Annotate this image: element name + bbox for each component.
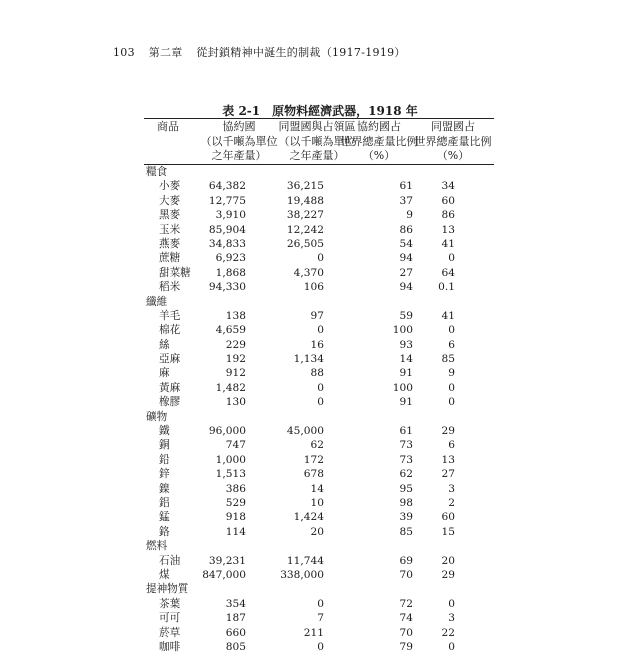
table-row bbox=[0, 251, 640, 265]
column-header-line: 之年產量） bbox=[289, 149, 345, 162]
central-share-cell: 6 bbox=[448, 439, 455, 452]
commodity-name: 棉花 bbox=[159, 324, 181, 337]
entente-share-cell: 69 bbox=[399, 554, 413, 567]
central-production-cell: 0 bbox=[317, 597, 324, 610]
central-share-cell: 85 bbox=[441, 353, 455, 366]
entente-production-cell: 529 bbox=[225, 496, 246, 509]
entente-share-cell: 79 bbox=[399, 640, 413, 653]
table-row bbox=[0, 338, 640, 352]
commodity-name: 煤 bbox=[159, 568, 170, 581]
column-header-central-share bbox=[410, 120, 496, 164]
page-number: 103 bbox=[113, 46, 135, 59]
table-row bbox=[0, 208, 640, 222]
entente-production-cell: 354 bbox=[225, 597, 246, 610]
entente-share-cell: 39 bbox=[399, 511, 413, 524]
table-row bbox=[0, 467, 640, 481]
central-production-cell: 45,000 bbox=[286, 425, 324, 438]
commodity-name: 銅 bbox=[159, 439, 170, 452]
column-header-line: 商品 bbox=[157, 120, 179, 133]
central-share-cell: 9 bbox=[448, 367, 455, 380]
table-row bbox=[0, 309, 640, 323]
entente-share-cell: 70 bbox=[399, 626, 413, 639]
central-share-cell: 0 bbox=[448, 324, 455, 337]
entente-share-cell: 85 bbox=[399, 525, 413, 538]
entente-share-cell: 73 bbox=[399, 439, 413, 452]
entente-production-cell: 747 bbox=[225, 439, 246, 452]
central-production-cell: 38,227 bbox=[286, 209, 324, 222]
central-share-cell: 22 bbox=[441, 626, 455, 639]
commodity-name: 鉻 bbox=[159, 525, 170, 538]
entente-share-cell: 14 bbox=[399, 353, 413, 366]
entente-production-cell: 4,659 bbox=[215, 324, 246, 337]
entente-production-cell: 1,482 bbox=[215, 381, 246, 394]
commodity-name: 茶葉 bbox=[159, 597, 181, 610]
central-production-cell: 7 bbox=[317, 612, 324, 625]
column-header-line: （%） bbox=[362, 149, 396, 162]
central-production-cell: 0 bbox=[317, 324, 324, 337]
entente-production-cell: 3,910 bbox=[215, 209, 246, 222]
central-production-cell: 678 bbox=[303, 468, 324, 481]
central-share-cell: 0 bbox=[448, 381, 455, 394]
entente-share-cell: 62 bbox=[399, 468, 413, 481]
entente-production-cell: 192 bbox=[225, 353, 246, 366]
central-production-cell: 14 bbox=[310, 482, 324, 495]
commodity-name: 可可 bbox=[159, 612, 181, 625]
column-header-line: （%） bbox=[436, 149, 470, 162]
entente-production-cell: 1,868 bbox=[215, 266, 246, 279]
column-header-line: （以千噸為單位 bbox=[278, 134, 356, 148]
entente-production-cell: 64,382 bbox=[208, 180, 246, 193]
table-row bbox=[0, 352, 640, 366]
table-row bbox=[0, 381, 640, 395]
entente-production-cell: 386 bbox=[225, 482, 246, 495]
entente-share-cell: 98 bbox=[399, 496, 413, 509]
entente-share-cell: 37 bbox=[399, 194, 413, 207]
column-header-line: 同盟國與占領區 bbox=[278, 120, 356, 133]
entente-share-cell: 95 bbox=[399, 482, 413, 495]
central-production-cell: 20 bbox=[310, 525, 324, 538]
central-share-cell: 41 bbox=[441, 237, 455, 250]
entente-production-cell: 912 bbox=[225, 367, 246, 380]
central-production-cell: 36,215 bbox=[286, 180, 324, 193]
central-production-cell: 11,744 bbox=[286, 554, 324, 567]
column-header-entente-share bbox=[340, 120, 418, 164]
entente-production-cell: 138 bbox=[225, 309, 246, 322]
central-share-cell: 2 bbox=[448, 496, 455, 509]
table-row bbox=[0, 510, 640, 524]
entente-production-cell: 847,000 bbox=[202, 568, 246, 581]
central-share-cell: 27 bbox=[441, 468, 455, 481]
entente-share-cell: 100 bbox=[392, 324, 413, 337]
entente-share-cell: 86 bbox=[399, 223, 413, 236]
central-share-cell: 34 bbox=[441, 180, 455, 193]
entente-production-cell: 130 bbox=[225, 396, 246, 409]
central-production-cell: 10 bbox=[310, 496, 324, 509]
central-share-cell: 86 bbox=[441, 209, 455, 222]
commodity-name: 小麥 bbox=[159, 180, 181, 193]
table-group-row bbox=[0, 410, 640, 424]
central-share-cell: 0 bbox=[448, 252, 455, 265]
central-production-cell: 1,424 bbox=[293, 511, 324, 524]
chapter-title: 從封鎖精神中誕生的制裁（1917-1919） bbox=[196, 46, 406, 59]
central-production-cell: 4,370 bbox=[293, 266, 324, 279]
entente-share-cell: 70 bbox=[399, 568, 413, 581]
central-production-cell: 19,488 bbox=[286, 194, 324, 207]
table-row bbox=[0, 482, 640, 496]
central-share-cell: 0.1 bbox=[438, 281, 455, 294]
central-share-cell: 13 bbox=[441, 453, 455, 466]
central-share-cell: 15 bbox=[441, 525, 455, 538]
central-share-cell: 0 bbox=[448, 640, 455, 653]
entente-production-cell: 34,833 bbox=[208, 237, 246, 250]
entente-share-cell: 9 bbox=[406, 209, 413, 222]
column-header-line: （以千噸為單位 bbox=[200, 134, 278, 148]
column-header-entente-production bbox=[198, 120, 280, 164]
table-row bbox=[0, 525, 640, 539]
central-production-cell: 97 bbox=[310, 309, 324, 322]
table-row bbox=[0, 223, 640, 237]
central-production-cell: 88 bbox=[310, 367, 324, 380]
central-share-cell: 29 bbox=[441, 425, 455, 438]
category-label: 燃料 bbox=[146, 540, 168, 553]
entente-share-cell: 74 bbox=[399, 612, 413, 625]
column-header-line: 協約國 bbox=[222, 120, 256, 133]
commodity-name: 錳 bbox=[159, 511, 170, 524]
central-share-cell: 41 bbox=[441, 309, 455, 322]
commodity-name: 鐵 bbox=[159, 425, 170, 438]
column-header-line: 世界總產量比例 bbox=[340, 134, 418, 148]
central-share-cell: 64 bbox=[441, 266, 455, 279]
table-row bbox=[0, 323, 640, 337]
chapter-label: 第二章 bbox=[148, 46, 183, 59]
entente-share-cell: 100 bbox=[392, 381, 413, 394]
entente-production-cell: 114 bbox=[225, 525, 246, 538]
table-title: 表 2-1 原物料經濟武器，1918 年 bbox=[222, 104, 418, 118]
entente-production-cell: 96,000 bbox=[208, 425, 246, 438]
entente-production-cell: 6,923 bbox=[215, 252, 246, 265]
entente-production-cell: 187 bbox=[225, 612, 246, 625]
commodity-name: 菸草 bbox=[159, 626, 181, 639]
commodity-name: 黑麥 bbox=[159, 209, 181, 222]
entente-production-cell: 85,904 bbox=[208, 223, 246, 236]
commodity-name: 玉米 bbox=[159, 223, 181, 236]
entente-production-cell: 660 bbox=[225, 626, 246, 639]
table-row bbox=[0, 194, 640, 208]
central-share-cell: 0 bbox=[448, 396, 455, 409]
table-row bbox=[0, 626, 640, 640]
entente-production-cell: 918 bbox=[225, 511, 246, 524]
commodity-name: 甜菜糖 bbox=[159, 266, 191, 279]
commodity-name: 咖啡 bbox=[159, 640, 181, 653]
entente-share-cell: 93 bbox=[399, 338, 413, 351]
entente-production-cell: 805 bbox=[225, 640, 246, 653]
central-production-cell: 62 bbox=[310, 439, 324, 452]
commodity-name: 橡膠 bbox=[159, 396, 181, 409]
commodity-name: 大麥 bbox=[159, 194, 181, 207]
entente-share-cell: 61 bbox=[399, 180, 413, 193]
table-row bbox=[0, 453, 640, 467]
central-share-cell: 3 bbox=[448, 482, 455, 495]
central-production-cell: 0 bbox=[317, 640, 324, 653]
entente-production-cell: 1,000 bbox=[215, 453, 246, 466]
table-top-rule bbox=[144, 118, 494, 119]
central-production-cell: 106 bbox=[303, 281, 324, 294]
table-group-row bbox=[0, 295, 640, 309]
central-production-cell: 0 bbox=[317, 381, 324, 394]
entente-share-cell: 27 bbox=[399, 266, 413, 279]
table-body bbox=[0, 165, 640, 654]
table-group-row bbox=[0, 582, 640, 596]
table-row bbox=[0, 438, 640, 452]
column-header-commodity bbox=[148, 120, 188, 135]
table-row bbox=[0, 597, 640, 611]
commodity-name: 蔗糖 bbox=[159, 252, 181, 265]
table-row bbox=[0, 366, 640, 380]
central-share-cell: 20 bbox=[441, 554, 455, 567]
commodity-name: 鋅 bbox=[159, 468, 170, 481]
central-production-cell: 26,505 bbox=[286, 237, 324, 250]
commodity-name: 鎳 bbox=[159, 482, 170, 495]
column-header-line: 世界總產量比例 bbox=[414, 134, 492, 148]
running-header bbox=[113, 44, 406, 60]
central-share-cell: 29 bbox=[441, 568, 455, 581]
entente-share-cell: 72 bbox=[399, 597, 413, 610]
table-row bbox=[0, 640, 640, 654]
commodity-name: 絲 bbox=[159, 338, 170, 351]
central-production-cell: 1,134 bbox=[293, 353, 324, 366]
entente-share-cell: 94 bbox=[399, 281, 413, 294]
entente-production-cell: 12,775 bbox=[208, 194, 246, 207]
table-row bbox=[0, 395, 640, 409]
category-label: 糧食 bbox=[146, 166, 168, 178]
column-header-line: 協約國占 bbox=[357, 120, 401, 133]
table-row bbox=[0, 280, 640, 294]
entente-share-cell: 94 bbox=[399, 252, 413, 265]
table-row bbox=[0, 424, 640, 438]
table-row bbox=[0, 568, 640, 582]
entente-share-cell: 73 bbox=[399, 453, 413, 466]
central-share-cell: 13 bbox=[441, 223, 455, 236]
commodity-name: 稻米 bbox=[159, 281, 181, 294]
table-row bbox=[0, 179, 640, 193]
commodity-name: 燕麥 bbox=[159, 237, 181, 250]
entente-share-cell: 59 bbox=[399, 309, 413, 322]
table-row bbox=[0, 496, 640, 510]
category-label: 礦物 bbox=[146, 410, 168, 423]
entente-share-cell: 54 bbox=[399, 237, 413, 250]
central-production-cell: 211 bbox=[303, 626, 324, 639]
central-production-cell: 12,242 bbox=[286, 223, 324, 236]
central-production-cell: 172 bbox=[303, 453, 324, 466]
entente-share-cell: 91 bbox=[399, 396, 413, 409]
entente-production-cell: 1,513 bbox=[215, 468, 246, 481]
entente-share-cell: 91 bbox=[399, 367, 413, 380]
category-label: 提神物質 bbox=[146, 583, 189, 596]
column-header-line: 之年產量） bbox=[211, 149, 267, 162]
table-row bbox=[0, 266, 640, 280]
table-row bbox=[0, 237, 640, 251]
central-production-cell: 0 bbox=[317, 396, 324, 409]
commodity-name: 亞麻 bbox=[159, 353, 181, 366]
central-share-cell: 0 bbox=[448, 597, 455, 610]
entente-production-cell: 39,231 bbox=[208, 554, 246, 567]
commodity-name: 黃麻 bbox=[159, 381, 181, 394]
commodity-name: 羊毛 bbox=[159, 309, 181, 322]
entente-production-cell: 94,330 bbox=[208, 281, 246, 294]
central-share-cell: 6 bbox=[448, 338, 455, 351]
central-share-cell: 60 bbox=[441, 194, 455, 207]
central-production-cell: 16 bbox=[310, 338, 324, 351]
table-row bbox=[0, 554, 640, 568]
table-row bbox=[0, 611, 640, 625]
commodity-name: 麻 bbox=[159, 367, 170, 380]
table-group-row bbox=[0, 539, 640, 553]
entente-share-cell: 61 bbox=[399, 425, 413, 438]
central-share-cell: 60 bbox=[441, 511, 455, 524]
entente-production-cell: 229 bbox=[225, 338, 246, 351]
central-production-cell: 338,000 bbox=[280, 568, 324, 581]
central-production-cell: 0 bbox=[317, 252, 324, 265]
commodity-name: 鋁 bbox=[159, 496, 170, 509]
commodity-name: 鉛 bbox=[159, 453, 170, 466]
commodity-name: 石油 bbox=[159, 554, 181, 567]
central-share-cell: 3 bbox=[448, 612, 455, 625]
column-header-line: 同盟國占 bbox=[431, 120, 475, 133]
category-label: 纖維 bbox=[146, 295, 168, 308]
table-group-row bbox=[0, 165, 640, 179]
